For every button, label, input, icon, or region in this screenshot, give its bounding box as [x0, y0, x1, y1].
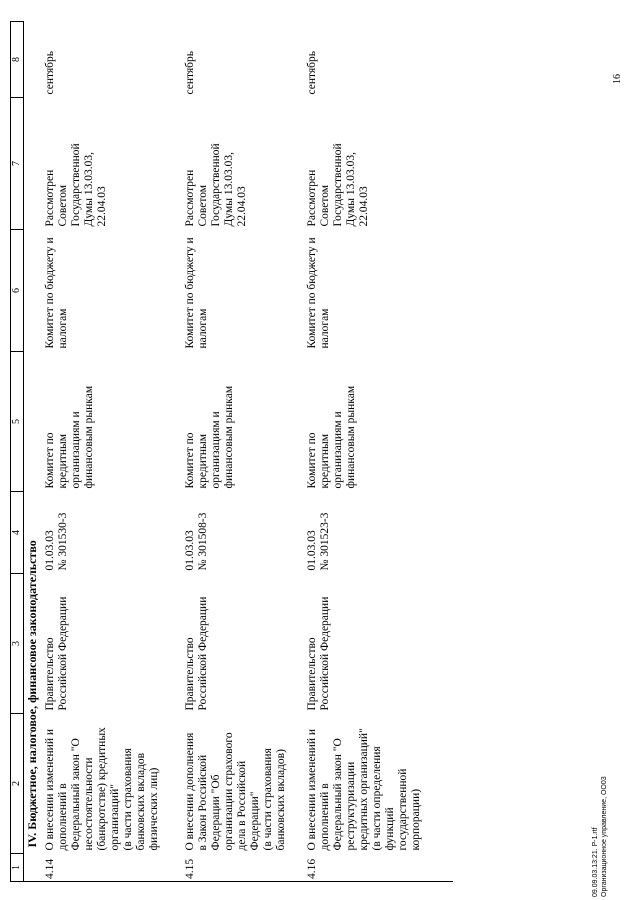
bill-title: О внесении изменений и дополнений в Федеральный закон "О несостоятельности (банкротстве) кредитных организаций" (в части страхования банковских вкладов физических лиц): [44, 727, 160, 851]
responsible-committee: Комитет по кредитным организациям и финансовым рынкам: [184, 385, 235, 489]
bill-initiator: Правительство Российской Федерации: [184, 596, 209, 711]
row-number: 4.14: [41, 854, 181, 882]
bill-registration: 01.03.03 № 301508-3: [184, 512, 209, 571]
co-committee: Комитет по бюджету и налогам: [44, 237, 69, 349]
footer-file-line: 09.09.03.13:21. Р-1.rtf: [592, 827, 599, 897]
footer-department-line: Организационное управление, ОО03: [601, 776, 608, 897]
planned-month: сентябрь: [306, 50, 318, 95]
column-number: 4: [11, 492, 24, 574]
row-number: 4.16: [303, 854, 453, 882]
column-number: 7: [11, 98, 24, 230]
document-footer: [591, 776, 609, 897]
bill-title: О внесении дополнения в Закон Российской Федерации "Об организации страхового дела в Российской Федерации" (в части страхования банковских вкладов): [184, 732, 287, 851]
section-row: [24, 22, 42, 882]
co-committee: Комитет по бюджету и налогам: [184, 237, 209, 349]
section-title: IV. Бюджетное, налоговое, финансовое законодательство: [25, 540, 39, 848]
bill-status: Рассмотрен Советом Государственной Думы 13.03.03, 22.04.03: [306, 143, 370, 227]
bill-title: О внесении изменений и дополнений в Федеральный закон "О реструктуризации кредитных организаций" (в части определения функций государственной корпорации): [306, 728, 422, 851]
responsible-committee: Комитет по кредитным организациям и финансовым рынкам: [44, 385, 95, 489]
column-number: 2: [11, 714, 24, 854]
responsible-committee: Комитет по кредитным организациям и финансовым рынкам: [306, 385, 357, 489]
planned-month: сентябрь: [184, 50, 196, 95]
table-row: [303, 22, 453, 882]
column-number: 6: [11, 230, 24, 352]
bill-initiator: Правительство Российской Федерации: [44, 596, 69, 711]
bill-status: Рассмотрен Советом Государственной Думы 13.03.03, 22.04.03: [44, 143, 108, 227]
bill-registration: 01.03.03 № 301523-3: [306, 512, 331, 571]
planned-month: сентябрь: [44, 50, 56, 95]
bill-initiator: Правительство Российской Федерации: [306, 596, 331, 711]
row-number: 4.15: [181, 854, 303, 882]
column-number: 8: [11, 22, 24, 98]
column-number-row: [11, 22, 24, 882]
table-row: [41, 22, 181, 882]
legislation-table: [10, 21, 453, 882]
table-row: [181, 22, 303, 882]
column-number: 3: [11, 574, 24, 714]
page-number: 16: [612, 74, 623, 84]
column-number: 1: [11, 854, 24, 882]
co-committee: Комитет по бюджету и налогам: [306, 237, 331, 349]
bill-status: Рассмотрен Советом Государственной Думы 13.03.03, 22.04.03: [184, 143, 248, 227]
column-number: 5: [11, 352, 24, 492]
bill-registration: 01.03.03 № 301530-3: [44, 512, 69, 571]
